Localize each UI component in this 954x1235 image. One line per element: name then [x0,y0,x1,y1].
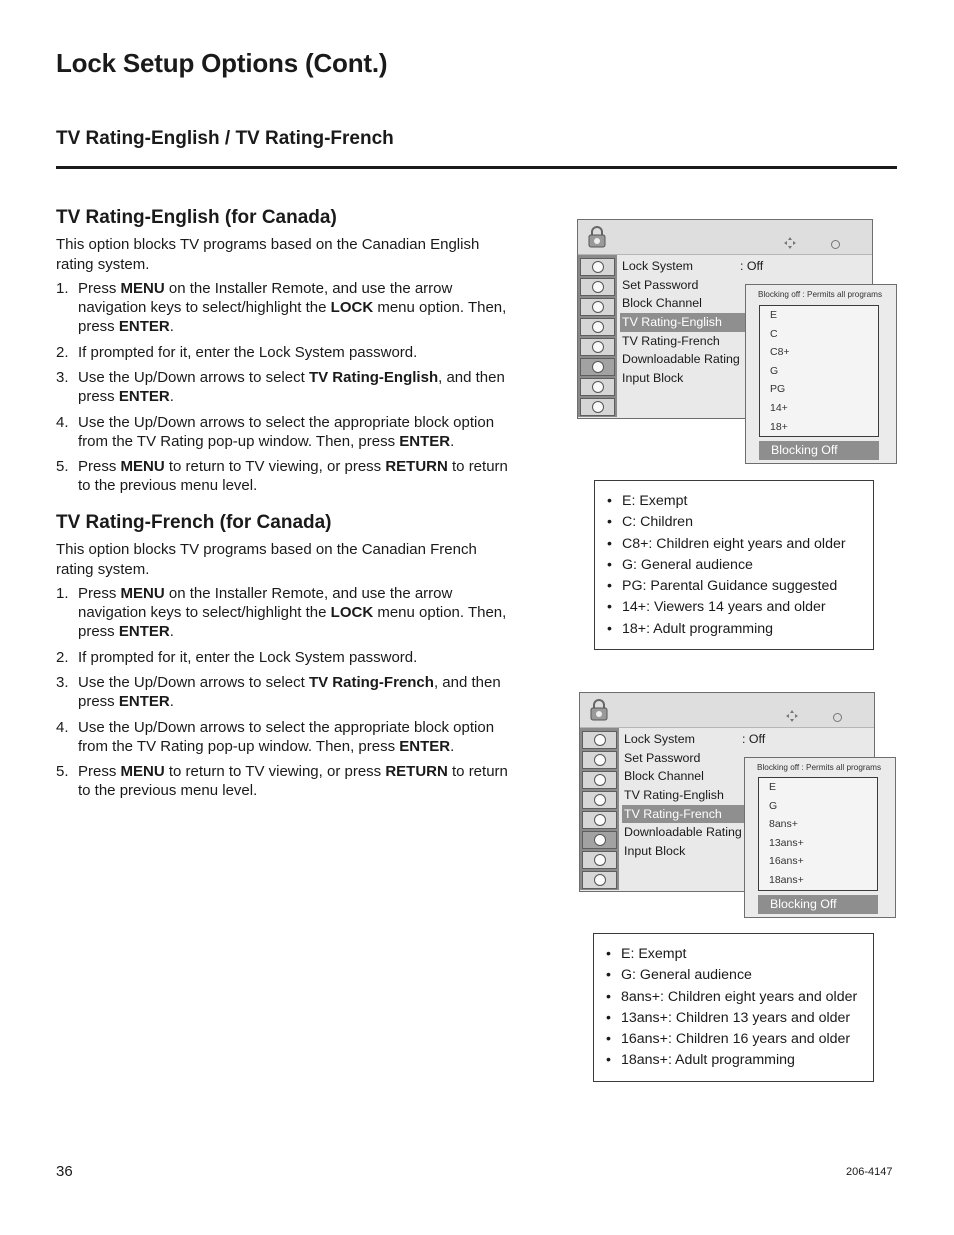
menu-items [620,257,764,388]
english-steps [56,279,508,495]
menu-item[interactable] [622,767,752,786]
usb-icon-glyph [594,874,606,886]
rating-option[interactable]: 18+ [770,420,788,433]
rating-option[interactable]: 16ans+ [769,855,804,868]
ok-button-icon [833,713,842,722]
rating-option[interactable]: 13ans+ [769,836,804,849]
menu-topbar [578,220,872,255]
menu-items [622,730,766,861]
menu-item[interactable] [620,313,750,332]
picture-icon-glyph [594,754,606,766]
rating-option[interactable]: G [769,799,778,812]
legend-item: • G: General audience [606,965,863,986]
rating-popup-french [744,757,896,918]
input-icon-glyph [592,381,604,393]
legend-item: • PG: Parental Guidance suggested [607,576,863,597]
picture-icon-glyph [592,281,604,293]
legend-item: • 18ans+: Adult programming [606,1050,863,1071]
time-icon[interactable] [580,318,615,336]
popup-caption: Blocking off : Permits all programs [758,290,883,299]
rating-option[interactable]: C [770,327,778,340]
step-number: 5. [56,763,69,780]
option-icon[interactable] [580,338,615,356]
option-icon[interactable] [582,811,617,829]
menu-item[interactable] [620,294,750,313]
menu-item[interactable] [622,823,752,842]
popup-caption: Blocking off : Permits all programs [757,763,882,772]
section-subtitle: TV Rating-English / TV Rating-French [56,128,394,149]
step-item [56,457,508,495]
english-intro: This option blocks TV programs based on the Canadian English rating system. [56,236,480,273]
step-item [56,279,508,336]
rating-option[interactable]: 8ans+ [769,818,798,831]
menu-item-label: TV Rating-English [622,315,722,330]
navigation-arrows-icon [786,710,798,722]
lock-menu-icon[interactable] [580,358,615,376]
french-heading: TV Rating-French (for Canada) [56,512,332,533]
page-number: 36 [56,1163,73,1180]
step-number: 2. [56,343,69,361]
option-icon-glyph [594,814,606,826]
menu-item[interactable] [622,805,752,824]
step-text: Press MENU on the Installer Remote, and use the arrow navigation keys to select/highlight the LOCK menu option. Then, press ENTER. [78,585,507,640]
audio-icon[interactable] [582,771,617,789]
menu-item-label: Block Channel [622,296,702,311]
menu-item[interactable] [620,257,764,276]
audio-icon-glyph [594,774,606,786]
legend-item: • 14+: Viewers 14 years and older [607,597,863,618]
menu-item[interactable] [620,350,750,369]
audio-icon-glyph [592,301,604,313]
channel-icon[interactable] [582,731,617,749]
lock-menu-icon[interactable] [582,831,617,849]
step-item [56,584,508,641]
audio-icon[interactable] [580,298,615,316]
step-item [56,368,508,406]
rating-options-list [758,777,878,891]
step-item [56,413,508,451]
rating-option[interactable]: E [770,309,778,321]
menu-item[interactable] [622,730,766,749]
rating-option[interactable]: G [770,364,779,377]
french-steps [56,584,508,800]
step-item [56,718,508,756]
legend-item: • 8ans+: Children eight years and older [606,987,863,1008]
lock-system-value: : Off [742,732,766,746]
legend-english [594,480,874,650]
time-icon[interactable] [582,791,617,809]
step-number: 2. [56,648,69,666]
step-number: 3. [56,369,69,386]
channel-icon-glyph [592,261,604,273]
menu-item-label: Lock System [624,732,695,746]
menu-item-label: Lock System [622,259,693,273]
menu-item-label: Block Channel [624,769,704,784]
step-text: If prompted for it, enter the Lock System password. [78,648,418,666]
step-text: Press MENU to return to TV viewing, or press RETURN to return to the previous menu level. [78,458,508,494]
document-number: 206-4147 [846,1166,893,1178]
rating-options-list [759,305,879,437]
step-text: Use the Up/Down arrows to select TV Rating-French, and then press ENTER. [78,674,501,710]
menu-item-label: TV Rating-English [624,788,724,803]
legend-item: • 18+: Adult programming [607,619,863,640]
menu-item-label: TV Rating-French [624,806,722,821]
picture-icon[interactable] [582,751,617,769]
menu-item[interactable] [622,842,752,861]
input-icon[interactable] [580,378,615,396]
step-item [56,343,508,362]
rating-option[interactable]: E [769,781,777,793]
page-title: Lock Setup Options (Cont.) [56,48,388,78]
menu-item[interactable] [620,276,750,295]
legend-item: • E: Exempt [607,491,863,512]
lock-menu-icon-glyph [594,834,606,846]
picture-icon[interactable] [580,278,615,296]
channel-icon[interactable] [580,258,615,276]
legend-item: • C: Children [607,512,863,533]
step-item [56,762,508,800]
step-item [56,648,508,667]
lock-icon [588,698,610,722]
time-icon-glyph [594,794,606,806]
header-rule [56,166,897,169]
english-heading: TV Rating-English (for Canada) [56,207,337,228]
menu-item-label: Downloadable Rating [622,352,740,367]
menu-item-label: Downloadable Rating [624,825,742,840]
french-section [56,512,508,807]
english-section [56,207,508,502]
blocking-off-button[interactable]: Blocking Off [759,441,879,460]
step-number: 4. [56,718,69,736]
legend-item: • G: General audience [607,555,863,576]
menu-item[interactable] [620,369,750,388]
menu-item-label: Set Password [624,750,701,765]
usb-icon[interactable] [580,398,615,416]
ok-button-icon [831,240,840,249]
step-item [56,673,508,711]
step-text: Press MENU to return to TV viewing, or press RETURN to return to the previous menu level. [78,763,508,799]
step-number: 5. [56,458,69,475]
option-icon-glyph [592,341,604,353]
step-text: Press MENU on the Installer Remote, and use the arrow navigation keys to select/highlight the LOCK menu option. Then, press ENTER. [78,280,507,335]
usb-icon-glyph [592,401,604,413]
rating-popup-english [745,284,897,464]
step-number: 3. [56,674,69,691]
menu-item[interactable] [622,749,752,768]
lock-menu-icon-glyph [592,361,604,373]
legend-item: • E: Exempt [606,944,863,965]
menu-item[interactable] [620,332,750,351]
step-text: Use the Up/Down arrows to select the appropriate block option from the TV Rating pop-up window. Then, press ENTER. [78,413,495,450]
time-icon-glyph [592,321,604,333]
menu-topbar [580,693,874,728]
rating-option[interactable]: C8+ [770,346,790,359]
menu-item-label: Input Block [624,844,686,859]
menu-icon-column [578,255,617,417]
blocking-off-button[interactable]: Blocking Off [758,895,878,914]
navigation-arrows-icon [784,237,796,249]
step-text: Use the Up/Down arrows to select TV Rating-English, and then press ENTER. [78,369,505,405]
menu-item-label: Input Block [622,371,684,386]
usb-icon[interactable] [582,871,617,889]
rating-option[interactable]: 14+ [770,401,788,414]
menu-item-label: Set Password [622,277,699,292]
lock-icon [586,225,608,249]
legend-french [593,933,874,1082]
input-icon-glyph [594,854,606,866]
step-number: 1. [56,585,69,602]
channel-icon-glyph [594,734,606,746]
step-number: 1. [56,280,69,297]
legend-item: • 16ans+: Children 16 years and older [606,1029,863,1050]
french-intro: This option blocks TV programs based on the Canadian French rating system. [56,541,477,578]
step-number: 4. [56,413,69,431]
input-icon[interactable] [582,851,617,869]
lock-system-value: : Off [740,259,764,273]
menu-item[interactable] [622,786,752,805]
legend-item: • C8+: Children eight years and older [607,534,863,555]
rating-option[interactable]: 18ans+ [769,873,804,886]
menu-item-label: TV Rating-French [622,333,720,348]
step-text: If prompted for it, enter the Lock System password. [78,343,418,361]
menu-icon-column [580,728,619,890]
legend-item: • 13ans+: Children 13 years and older [606,1008,863,1029]
step-text: Use the Up/Down arrows to select the appropriate block option from the TV Rating pop-up window. Then, press ENTER. [78,718,495,755]
rating-option[interactable]: PG [770,383,786,396]
